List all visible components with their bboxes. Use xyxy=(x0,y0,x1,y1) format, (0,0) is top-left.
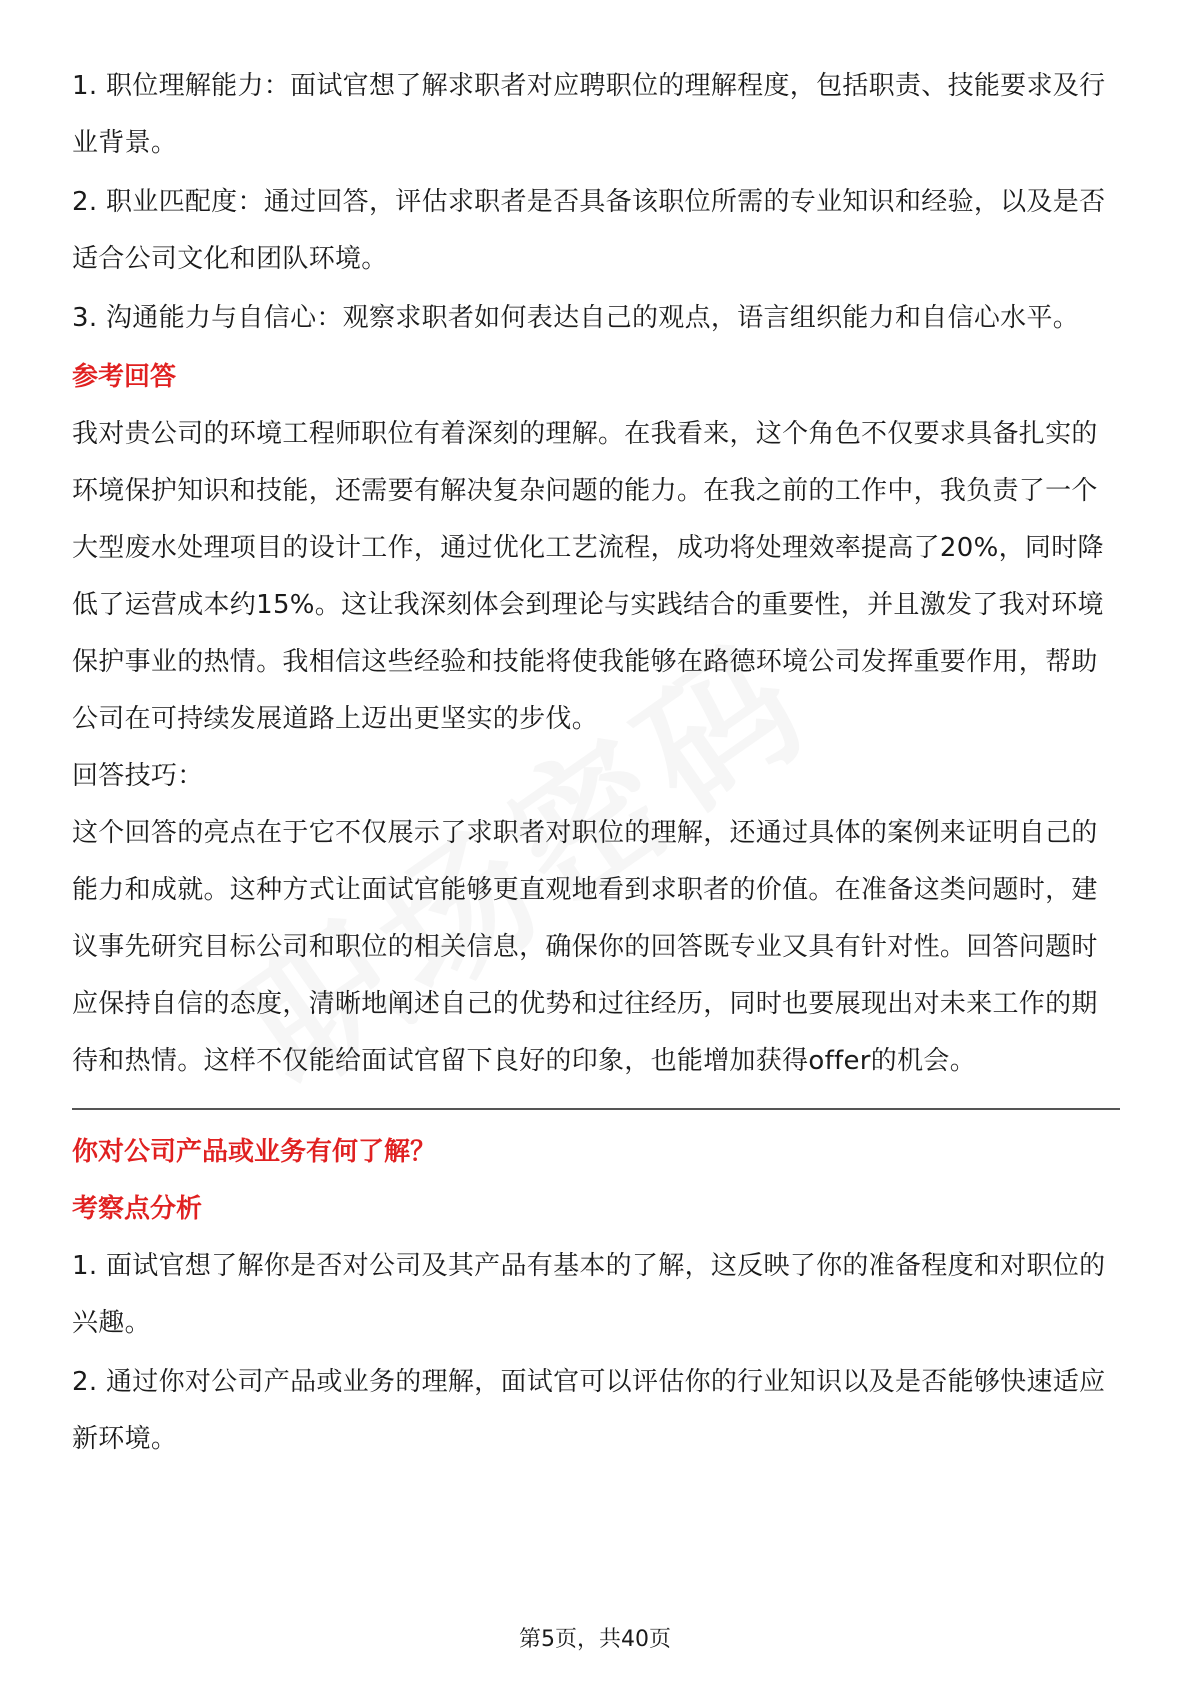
question-heading: 你对公司产品或业务有何了解？ xyxy=(72,1137,437,1167)
analysis-heading: 考察点分析 xyxy=(72,1194,203,1224)
answer-tips-text: 这个回答的亮点在于它不仅展示了求职者对职位的理解，还通过具体的案例来证明自己的能力和成就。这种方式让面试官能够更直观地看到求职者的价值。在准备这类问题时，建议事先研究目标公司和职位的相关信息，确保你的回答既专业又具有针对性。回答问题时应保持自信的态度，清晰地阐述自己的优势和过往经历，同时也要展现出对未来工作的期待和热情。这样不仅能给面试官留下良好的印象，也能增加获得offer的机会。 xyxy=(72,818,1098,1076)
reference-answer-heading: 参考回答 xyxy=(72,362,177,392)
q2-analysis-item-2: 2. 通过你对公司产品或业务的理解，面试官可以评估你的行业知识以及是否能够快速适应新环境。 xyxy=(72,1367,1106,1454)
section-divider xyxy=(72,1108,1120,1110)
analysis-item-2: 2. 职业匹配度：通过回答，评估求职者是否具备该职位所需的专业知识和经验，以及是否适合公司文化和团队环境。 xyxy=(72,187,1106,274)
analysis-item-3: 3. 沟通能力与自信心：观察求职者如何表达自己的观点，语言组织能力和自信心水平。 xyxy=(72,303,1080,333)
analysis-item-1: 1. 职位理解能力：面试官想了解求职者对应聘职位的理解程度，包括职责、技能要求及行业背景。 xyxy=(72,71,1106,158)
reference-answer-text: 我对贵公司的环境工程师职位有着深刻的理解。在我看来，这个角色不仅要求具备扎实的环境保护知识和技能，还需要有解决复杂问题的能力。在我之前的工作中，我负责了一个大型废水处理项目的设计工作，通过优化工艺流程，成功将处理效率提高了20%，同时降低了运营成本约15%。这让我深刻体会到理论与实践结合的重要性，并且激发了我对环境保护事业的热情。我相信这些经验和技能将使我能够在路德环境公司发挥重要作用，帮助公司在可持续发展道路上迈出更坚实的步伐。 xyxy=(72,419,1104,734)
answer-tips-label: 回答技巧： xyxy=(72,761,204,791)
document-page xyxy=(72,58,1120,1468)
q2-analysis-item-1: 1. 面试官想了解你是否对公司及其产品有基本的了解，这反映了你的准备程度和对职位的兴趣。 xyxy=(72,1251,1106,1338)
page-number: 第5页，共40页 xyxy=(519,1627,671,1652)
